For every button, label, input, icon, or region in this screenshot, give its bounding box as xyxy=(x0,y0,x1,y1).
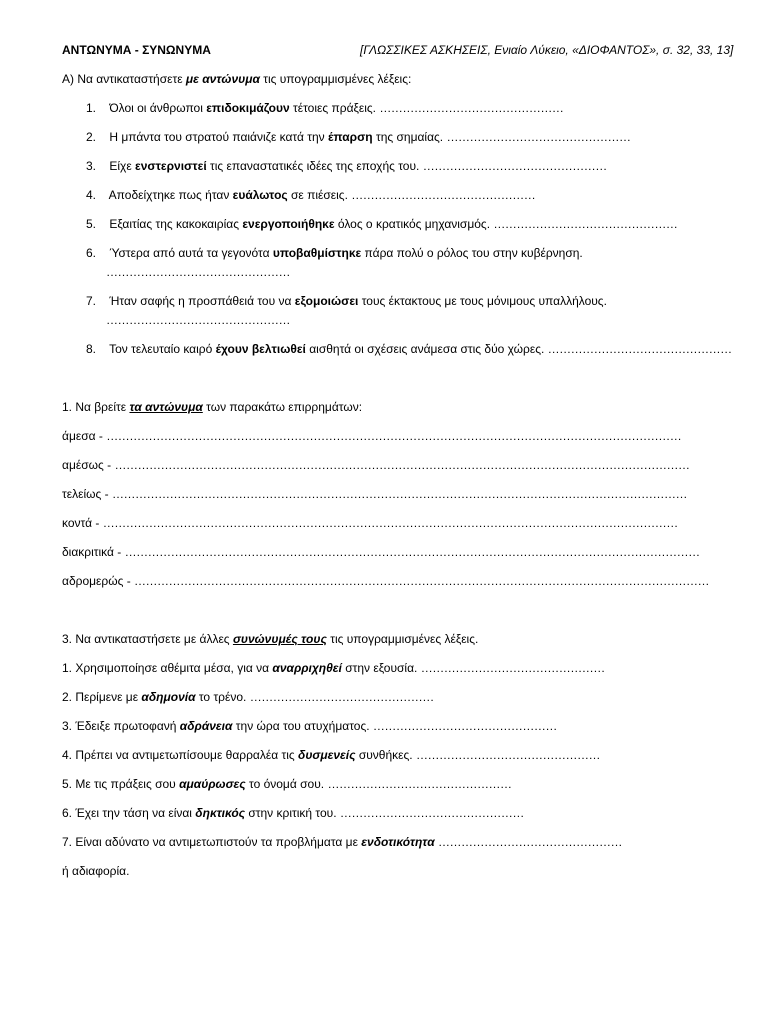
answer-blank[interactable]: ………………………………………… xyxy=(339,806,524,820)
section-a-item: 2. Η μπάντα του στρατού παιάνιζε κατά την έπαρση της σημαίας. ………………………………………… xyxy=(86,130,631,144)
answer-blank[interactable]: ………………………………………… xyxy=(420,661,605,675)
section-3-intro: 3. Να αντικαταστήσετε με άλλες συνώνυμές τους τις υπογραμμισμένες λέξεις. xyxy=(62,632,479,646)
adverb-row: κοντά - …………………………………………………………………………………………………………………………………… xyxy=(62,516,678,530)
section-a-item: 1. Όλοι οι άνθρωποι επιδοκιμάζουν τέτοιες πράξεις. ………………………………………… xyxy=(86,101,564,115)
answer-blank[interactable]: ………………………………………… xyxy=(106,313,290,327)
synonym-item: 2. Περίμενε με αδημονία το τρένο. ………………………………………… xyxy=(62,690,434,704)
synonym-item: 4. Πρέπει να αντιμετωπίσουμε θαρραλέα τις δυσμενείς συνθήκες. ………………………………………… xyxy=(62,748,600,762)
section-a-item: 8. Τον τελευταίο καιρό έχουν βελτιωθεί αισθητά οι σχέσεις ανάμεσα στις δύο χώρες. ………………………………………… xyxy=(86,342,732,356)
adverb-row: διακριτικά - …………………………………………………………………………………………………………………………………… xyxy=(62,545,700,559)
answer-blank[interactable]: ………………………………………… xyxy=(249,690,434,704)
source-reference: [ΓΛΩΣΣΙΚΕΣ ΑΣΚΗΣΕΙΣ, Ενιαίο Λύκειο, «ΔΙΟΦΑΝΤΟΣ», σ. 32, 33, 13] xyxy=(360,43,734,57)
section-a-item: 3. Είχε ενστερνιστεί τις επαναστατικές ιδέες της εποχής του. ………………………………………… xyxy=(86,159,607,173)
answer-blank[interactable]: …………………………………………………………………………………………………………………………………… xyxy=(134,574,710,588)
adverb-row: αδρομερώς - …………………………………………………………………………………………………………………………………… xyxy=(62,574,710,588)
adverb-row: αμέσως - …………………………………………………………………………………………………………………………………… xyxy=(62,458,690,472)
answer-blank[interactable]: …………………………………………………………………………………………………………………………………… xyxy=(114,458,690,472)
synonym-item: 1. Χρησιμοποίησε αθέμιτα μέσα, για να αναρριχηθεί στην εξουσία. ………………………………………… xyxy=(62,661,605,675)
synonym-item-continuation: ή αδιαφορία. xyxy=(62,864,130,878)
adverb-row: άμεσα - …………………………………………………………………………………………………………………………………… xyxy=(62,429,682,443)
answer-blank[interactable]: …………………………………………………………………………………………………………………………………… xyxy=(124,545,700,559)
answer-blank[interactable]: ………………………………………… xyxy=(493,217,678,231)
section-a-item: 6. Ύστερα από αυτά τα γεγονότα υποβαθμίστηκε πάρα πολύ ο ρόλος του στην κυβέρνηση. xyxy=(86,246,583,260)
answer-blank[interactable]: ………………………………………… xyxy=(547,342,732,356)
synonym-item: 7. Είναι αδύνατο να αντιμετωπιστούν τα προβλήματα με ενδοτικότητα ………………………………………… xyxy=(62,835,622,849)
synonym-item: 6. Έχει την τάση να είναι δηκτικός στην κριτική του. ………………………………………… xyxy=(62,806,524,820)
section-a-item: 4. Αποδείχτηκε πως ήταν ευάλωτος σε πιέσεις. ………………………………………… xyxy=(86,188,536,202)
answer-blank[interactable]: ………………………………………… xyxy=(446,130,631,144)
section-a-item: 5. Εξαιτίας της κακοκαιρίας ενεργοποιήθηκε όλος ο κρατικός μηχανισμός. ………………………………………… xyxy=(86,217,678,231)
section-1-intro: 1. Να βρείτε τα αντώνυμα των παρακάτω επιρρημάτων: xyxy=(62,400,363,414)
answer-blank[interactable]: …………………………………………………………………………………………………………………………………… xyxy=(111,487,687,501)
answer-blank[interactable]: …………………………………………………………………………………………………………………………………… xyxy=(102,516,678,530)
answer-blank[interactable]: ………………………………………… xyxy=(437,835,622,849)
answer-blank[interactable]: ………………………………………… xyxy=(351,188,536,202)
adverb-row: τελείως - …………………………………………………………………………………………………………………………………… xyxy=(62,487,687,501)
answer-blank[interactable]: ………………………………………… xyxy=(106,265,290,279)
section-a-intro: Α) Να αντικαταστήσετε με αντώνυμα τις υπογραμμισμένες λέξεις: xyxy=(62,72,412,86)
page-title: ΑΝΤΩΝΥΜΑ - ΣΥΝΩΝΥΜΑ xyxy=(62,43,211,57)
section-a-item: 7. Ήταν σαφής η προσπάθειά του να εξομοιώσει τους έκτακτους με τους μόνιμους υπαλλήλους. xyxy=(86,294,607,308)
answer-blank[interactable]: ………………………………………… xyxy=(415,748,600,762)
synonym-item: 5. Με τις πράξεις σου αμαύρωσες το όνομά σου. ………………………………………… xyxy=(62,777,512,791)
answer-blank[interactable]: ………………………………………… xyxy=(327,777,512,791)
answer-blank[interactable]: …………………………………………………………………………………………………………………………………… xyxy=(106,429,682,443)
answer-blank[interactable]: ………………………………………… xyxy=(422,159,607,173)
answer-blank[interactable]: ………………………………………… xyxy=(379,101,564,115)
synonym-item: 3. Έδειξε πρωτοφανή αδράνεια την ώρα του ατυχήματος. ………………………………………… xyxy=(62,719,557,733)
answer-blank[interactable]: ………………………………………… xyxy=(372,719,557,733)
